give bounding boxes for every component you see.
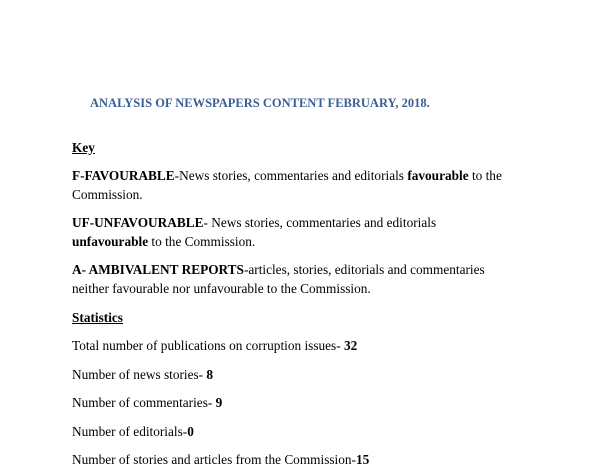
stat-value: 9 — [215, 395, 223, 410]
stat-item — [72, 393, 542, 412]
key-favourable-text: -News stories, commentaries and editorials — [174, 168, 408, 183]
stat-value: 32 — [343, 338, 358, 353]
key-favourable-term: F-FAVOURABLE — [72, 168, 175, 183]
key-unfavourable-term: UF-UNFAVOURABLE — [72, 215, 204, 230]
stat-item — [72, 450, 542, 469]
stat-label: Total number of publications on corruption issues- — [72, 338, 344, 353]
key-unfavourable-bold-word: unfavourable — [72, 234, 149, 249]
stat-value: 0 — [187, 424, 194, 439]
key-favourable-bold-word: favourable — [407, 168, 469, 183]
stat-item — [72, 336, 542, 355]
key-unfavourable-line1 — [72, 213, 542, 232]
key-ambivalent-line2: neither favourable nor unfavourable to the Commission. — [72, 281, 371, 296]
key-heading: Key — [72, 140, 95, 155]
stat-value: 15 — [355, 452, 370, 467]
key-ambivalent-text: -articles, stories, editorials and commentaries — [243, 262, 485, 277]
stat-value: 8 — [206, 367, 214, 382]
stat-label: Number of commentaries- — [72, 395, 216, 410]
stat-item — [72, 422, 542, 441]
key-unfavourable-text: - News stories, commentaries and editorials — [203, 215, 437, 230]
key-ambivalent-line1 — [72, 260, 542, 279]
key-unfavourable-line2 — [72, 232, 542, 251]
key-unfavourable-text-after: to the Commission. — [148, 234, 256, 249]
key-favourable-text-after: to the — [468, 168, 502, 183]
key-ambivalent-term: A- AMBIVALENT REPORTS — [72, 262, 244, 277]
key-favourable-line1 — [72, 166, 542, 185]
stat-label: Number of editorials- — [72, 424, 188, 439]
document-title: ANALYSIS OF NEWSPAPERS CONTENT FEBRUARY, 2018. — [90, 96, 430, 110]
stat-item — [72, 365, 542, 384]
stat-label: Number of stories and articles from the Commission- — [72, 452, 356, 467]
key-favourable-line2: Commission. — [72, 187, 143, 202]
statistics-heading: Statistics — [72, 310, 123, 325]
stat-label: Number of news stories- — [72, 367, 207, 382]
